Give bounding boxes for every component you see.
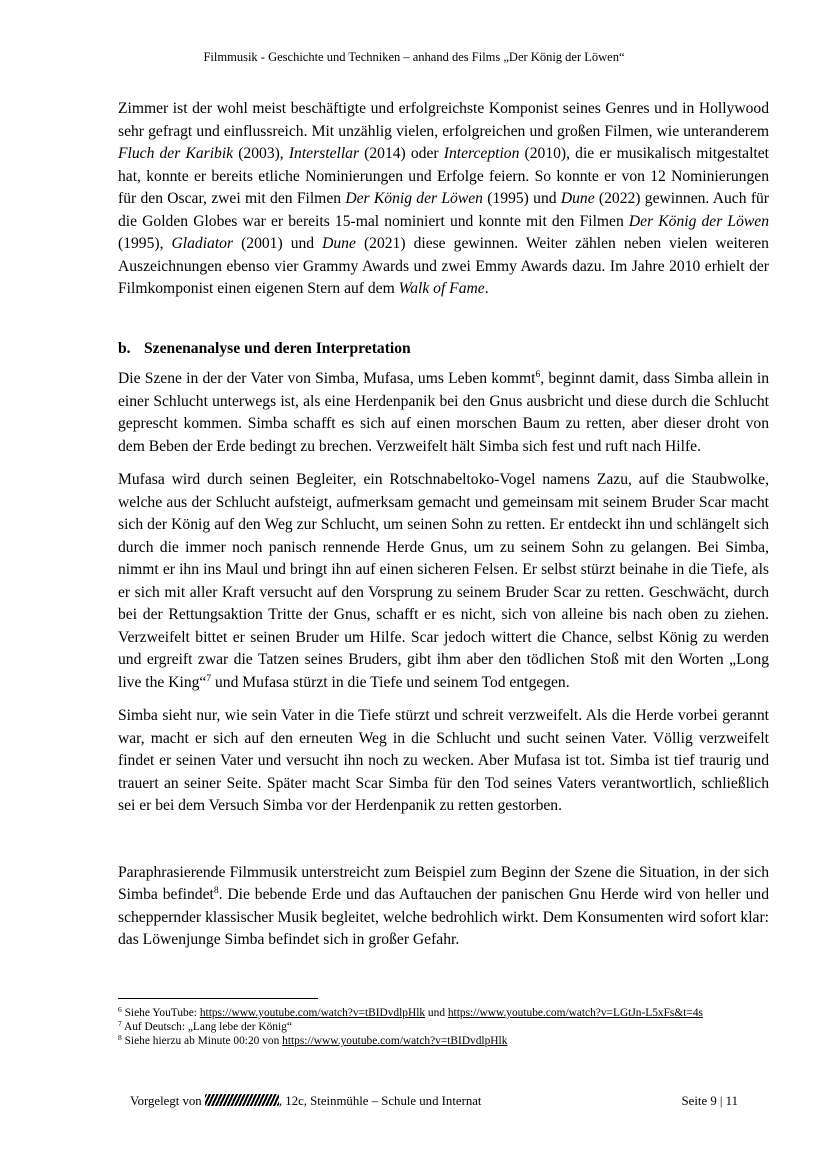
- footnote-6: $^6$ Siehe YouTube: https://www.youtube.com/watch?v=tBIDvdlpHlk und https://www.youtube.com/watch?v=LGtJn-L5xFs&t=4s: [118, 1005, 703, 1019]
- page-number: Seite 9 | 11: [681, 1094, 738, 1108]
- scene-paragraph-3: Simba sieht nur, wie sein Vater in die Tiefe stürzt und schreit verzweifelt. Als die Herde vorbei gerannt war, macht er sich auf den erneuten Weg in die Schlucht und sucht seinen Vater. Völlig verzweifelt findet er seinen Vater und versucht ihn noch zu wecken. Aber Mufasa ist tot. Simba ist tief traurig und trauert an seiner Seite. Später macht Scar Simba für den Tod seines Vaters verantwortlich, schließlich sei er bei dem Versuch Simba vor der Herdenpanik zu retten gestorben.: [118, 707, 769, 814]
- footnote-ref-6[interactable]: 6: [535, 370, 541, 380]
- running-header: Filmmusik - Geschichte und Techniken – anhand des Films „Der König der Löwen“: [203, 50, 625, 64]
- youtube-link[interactable]: https://www.youtube.com/watch?v=tBIDvdlpHlk: [199, 1007, 426, 1019]
- page-footer: [130, 1094, 738, 1109]
- film-title: Dune: [560, 190, 595, 207]
- walk-of-fame: Walk of Fame: [398, 280, 485, 297]
- youtube-link[interactable]: https://www.youtube.com/watch?v=LGtJn-L5xFs&t=4s: [447, 1007, 703, 1019]
- footnote-8: $^8$ Siehe hierzu ab Minute 00:20 von https://www.youtube.com/watch?v=tBIDvdlpHlk: [118, 1033, 508, 1047]
- scene-paragraph-1: Die Szene in der der Vater von Simba, Mufasa, ums Leben kommt$^6$, beginnt damit, dass Simba allein in einer Schlucht unterwegs ist, als eine Herdenpanik bei den Gnus ausbricht und diese durch die Schlucht geprescht kommen. Simba schafft es sich auf einen morschen Baum zu retten, aber dieser droht von dem Beben der Erde bedingt zu brechen. Verzweifelt hält Simba sich fest und ruft nach Hilfe.: [118, 370, 769, 455]
- footnote-ref-7[interactable]: 7: [206, 673, 212, 684]
- youtube-link[interactable]: https://www.youtube.com/watch?v=tBIDvdlpHlk: [282, 1035, 508, 1047]
- footnotes: [118, 1006, 769, 1048]
- film-title: Dune: [322, 235, 356, 252]
- footnote-ref-8[interactable]: 8: [213, 886, 219, 896]
- section-heading: [118, 338, 769, 361]
- scene-paragraph-2: Mufasa wird durch seinen Begleiter, ein Rotschnabeltoko-Vogel namens Zazu, auf die Staubwolke, welche aus der Schlucht aufsteigt, aufmerksam gemacht und gemeinsam mit seinem Bruder Scar macht sich der König auf den Weg zur Schlucht, um seinen Sohn zu retten. Er entdeckt ihn und schlängelt sich durch die immer noch panisch rennende Herde Gnus, um zu seinem Sohn zu gelangen. Bei Simba, nimmt er ihn ins Maul und bringt ihn auf einen sicheren Felsen. Er selbst stürzt beinahe in die Tiefe, als er sich mit aller Kraft versucht auf den Vorsprung zu seinem Bruder Scar zu retten. Geschwächt, durch bei der Rettungsaktion Tritte der Gnus, schafft er es nicht, sich von alleine bis nach oben zu ziehen. Verzweifelt bittet er seinen Bruder um Hilfe. Scar jedoch wittert die Chance, selbst König zu werden und ergreift zwar die Tatzen seines Bruders, gibt ihm aber den tödlichen Stoß mit den Worten „Long live the King“$^7$ und Mufasa stürzt in die Tiefe und seinem Tod entgegen.: [118, 471, 769, 691]
- film-title: Gladiator: [171, 235, 234, 252]
- page-body: [118, 98, 769, 952]
- footnote-7: $^7$ Auf Deutsch: „Lang lebe der König“: [118, 1019, 292, 1033]
- film-title: Fluch der Karibik: [118, 145, 234, 162]
- film-title: Interstellar: [288, 145, 360, 162]
- section-number: b.: [118, 339, 131, 357]
- film-title: Interception: [443, 145, 520, 162]
- author-line: Vorgelegt von , 12c, Steinmühle – Schule und Internat: [130, 1094, 482, 1108]
- intro-paragraph: Zimmer ist der wohl meist beschäftigte und erfolgreichste Komponist seines Genres und in Hollywood sehr gefragt und einflussreich. Mit unzählig vielen, erfolgreichen und großen Filmen, wie unteranderem Fluch der Karibik (2003), Interstellar (2014) oder Interception (2010), die er musikalisch mitgestaltet hat, konnte er bereits etliche Nominierungen und Erfolge feiern. So konnte er von 12 Nominierungen für den Oscar, zwei mit den Filmen Der König der Löwen (1995) und Dune (2022) gewinnen. Auch für die Golden Globes war er bereits 15-mal nominiert und konnte mit den Filmen Der König der Löwen (1995), Gladiator (2001) und Dune (2021) diese gewinnen. Weiter zählen neben vielen weiteren Auszeichnungen ebenso vier Grammy Awards und zwei Emmy Awards dazu. Im Jahre 2010 erhielt der Filmkomponist einen eigenen Stern auf dem Walk of Fame.: [118, 100, 770, 297]
- film-title: Der König der Löwen: [628, 212, 770, 230]
- footnote-separator: [118, 998, 318, 999]
- music-paragraph: Paraphrasierende Filmmusik unterstreicht zum Beispiel zum Beginn der Szene die Situation, in der sich Simba befindet$^8$. Die bebende Erde und das Auftauchen der panischen Gnu Herde wird von heller und scheppernder klassischer Musik begleitet, welche bedrohlich wirkt. Dem Konsumenten wird sofort klar: das Löwenjunge Simba befindet sich in großer Gefahr.: [118, 863, 769, 948]
- film-title: Der König der Löwen: [345, 190, 483, 207]
- redacted-name: [205, 1094, 279, 1106]
- section-title: Szenenanalyse und deren Interpretation: [144, 339, 411, 357]
